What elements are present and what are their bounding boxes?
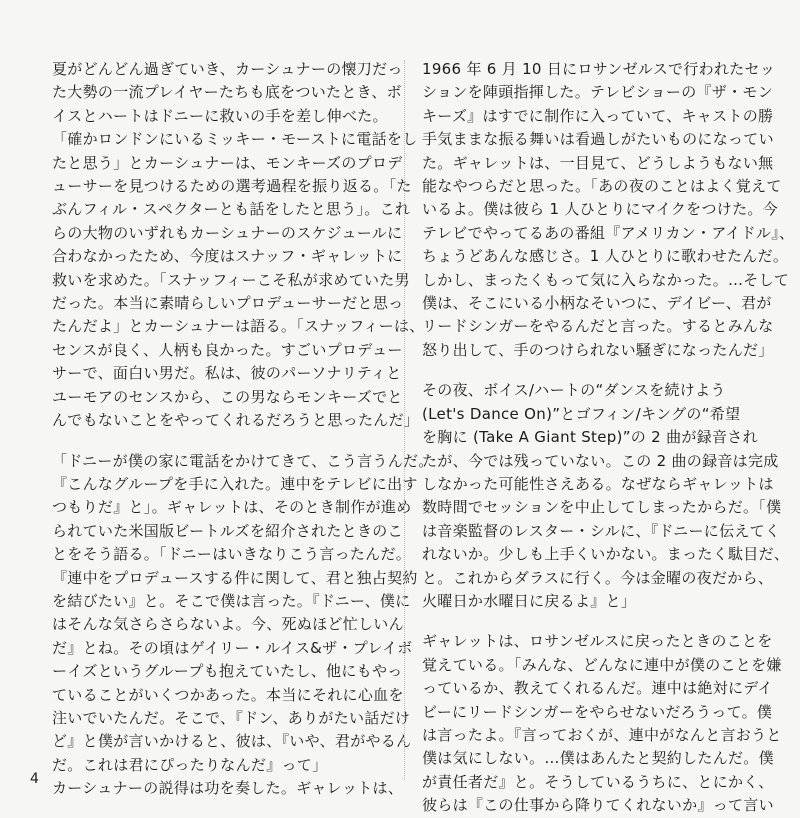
text-line: 『連中をプロデュースする件に関して、君と独占契約	[52, 568, 418, 587]
text-line: 数時間でセッションを中止してしまったからだ。「僕	[422, 498, 782, 517]
text-line: れないか。少しも上手くいかない。まったく駄目だ、	[422, 545, 790, 564]
text-line: 僕は、そこにいる小柄なそいつに、デイビー、君が	[422, 294, 772, 313]
text-line: 怒り出して、手のつけられない騒ぎになったんだ」	[422, 340, 774, 359]
text-line: んでもないことをやってくれるだろうと思ったんだ」	[52, 411, 420, 430]
paragraph	[422, 379, 790, 613]
text-line: しなかった可能性さえある。なぜならギャレットは	[422, 474, 774, 493]
text-line: その夜、ボイス/ハートの“ダンスを続けよう	[422, 381, 726, 400]
text-line: た。ギャレットは、一目見て、どうしようもない無	[422, 153, 774, 172]
text-line: ていることがいくつかあった。本当にそれに心血を	[52, 685, 404, 704]
text-line: は音楽監督のレスター・シルに、『ドニーに伝えてく	[422, 521, 781, 540]
text-line: だ。これは君にぴったりなんだ』って」	[52, 755, 328, 774]
paragraph	[422, 630, 782, 817]
page-number: 4	[30, 771, 39, 787]
text-line: ぶんフィル・スペクターとも話をしたと思う」。これ	[52, 200, 411, 219]
text-line: とをそう語る。「ドニーはいきなりこう言ったんだ。	[52, 545, 412, 564]
text-line: センスが良く、人柄も良かった。すごいプロデュー	[52, 340, 403, 359]
column-divider	[404, 60, 405, 780]
text-line: リードシンガーをやるんだと言った。するとみんな	[422, 317, 774, 336]
text-line: ションを陣頭指揮した。テレビショーの『ザ・モン	[422, 83, 774, 102]
text-line: たと思う」とカーシュナーは、モンキーズのプロデ	[52, 153, 403, 172]
text-line: ど』と僕が言いかけると、彼は、『いや、君がやるん	[52, 732, 412, 751]
text-line: イスとハートはドニーに救いの手を差し伸べた。	[52, 106, 388, 125]
text-line: 夏がどんどん過ぎていき、カーシュナーの懐刀だっ	[52, 60, 403, 78]
text-line: ビーにリードシンガーをやらせないだろうって。僕	[422, 702, 773, 721]
text-line: (Let's Dance On)”とゴフィン/キングの“希望	[422, 404, 741, 423]
text-line: だった。本当に素晴らしいプロデューサーだと思っ	[52, 294, 404, 313]
text-line: 火曜日か水曜日に戻るよ』と」	[422, 591, 637, 610]
text-line: 手気ままな振る舞いは看過しがたいものになってい	[422, 130, 774, 149]
text-line: たが、今では残っていない。この 2 曲の録音は完成	[422, 451, 779, 470]
left-column	[52, 58, 434, 801]
text-line: キーズ』はすでに制作に入っていて、キャストの勝	[422, 106, 774, 125]
text-line: サーで、面白い男だ。私は、彼のパーソナリティと	[52, 364, 402, 383]
text-line: を結びたい』と。そこで僕は言った。『ドニー、僕に	[52, 591, 411, 610]
text-line: ーイズというグループも抱えていたし、他にもやっ	[52, 662, 403, 681]
text-line: 注いでいたんだ。そこで、『ドン、ありがたい話だけ	[52, 708, 411, 727]
text-line: っているか、教えてくれるんだ。連中は絶対にデイ	[422, 679, 773, 698]
text-line: カーシュナーの説得は功を奏した。ギャレットは、	[52, 779, 404, 798]
text-line: ちょうどあんな感じさ。1 人ひとりに歌わせたんだ。	[422, 247, 789, 266]
paragraph-gap	[422, 613, 760, 630]
text-line: 彼らは『この仕事から降りてくれないか』って言い	[422, 796, 774, 815]
text-line: 合わなかったため、今度はスナッフ・ギャレットに	[52, 247, 403, 266]
paragraph-gap	[52, 433, 388, 450]
paragraph	[422, 58, 795, 362]
text-line: られていた米国版ビートルズを紹介されたときのこ	[52, 521, 403, 540]
text-line: はそんな気さらさらないよ。今、死ぬほど忙しいん	[52, 615, 404, 634]
paragraph	[52, 58, 425, 433]
text-line: 僕は気にしない。…僕はあんたと契約したんだ。僕	[422, 749, 774, 768]
text-line: テレビでやってるあの番組『アメリカン・アイドル』、	[422, 223, 795, 242]
text-line: が責任者だ』と。そうしているうちに、とにかく、	[422, 772, 774, 791]
text-line: 覚えている。「みんな、どんなに連中が僕のことを嫌	[422, 655, 782, 674]
right-column	[422, 58, 795, 818]
paragraph-gap	[422, 362, 760, 379]
paragraph	[52, 450, 434, 801]
text-line: を胸に (Take A Giant Step)”の 2 曲が録音され	[422, 428, 758, 447]
text-line: らの大物のいずれもカーシュナーのスケジュールに	[52, 223, 403, 242]
text-line: 『こんなグループを手に入れた。連中をテレビに出す	[52, 474, 418, 493]
text-line: ューサーを見つけるための選考過程を振り返る。「た	[52, 177, 412, 196]
text-line: たんだよ」とカーシュナーは語る。「スナッフィーは、	[52, 317, 425, 336]
text-line: しかし、まったくもって気に入らなかった。…そして	[422, 270, 790, 289]
text-line: 1966 年 6 月 10 日にロサンゼルスで行われたセッ	[422, 60, 776, 78]
text-line: 「ドニーが僕の家に電話をかけてきて、こう言うんだ。	[52, 451, 434, 470]
text-line: た大勢の一流プレイヤーたちも底をついたとき、ボ	[52, 83, 402, 102]
text-line: は言ったよ。『言っておくが、連中がなんと言おうと	[422, 725, 782, 744]
text-line: だ』とね。その頃はゲイリー・ルイス&ザ・プレイボ	[52, 638, 413, 657]
text-line: つもりだ』と」。ギャレットは、そのとき制作が進め	[52, 498, 412, 517]
text-line: 能なやつらだと思った。「あの夜のことはよく覚えて	[422, 177, 782, 196]
text-line: ギャレットは、ロサンゼルスに戻ったときのことを	[422, 632, 773, 651]
text-line: いるよ。僕は彼ら 1 人ひとりにマイクをつけた。今	[422, 200, 778, 219]
text-line: 救いを求めた。「スナッフィーこそ私が求めていた男	[52, 270, 410, 289]
text-line: 「確かロンドンにいるミッキー・モーストに電話をし	[52, 130, 418, 149]
text-line: ユーモアのセンスから、この男ならモンキーズでと	[52, 387, 403, 406]
text-line: と。これからダラスに行く。今は金曜の夜だから、	[422, 568, 774, 587]
